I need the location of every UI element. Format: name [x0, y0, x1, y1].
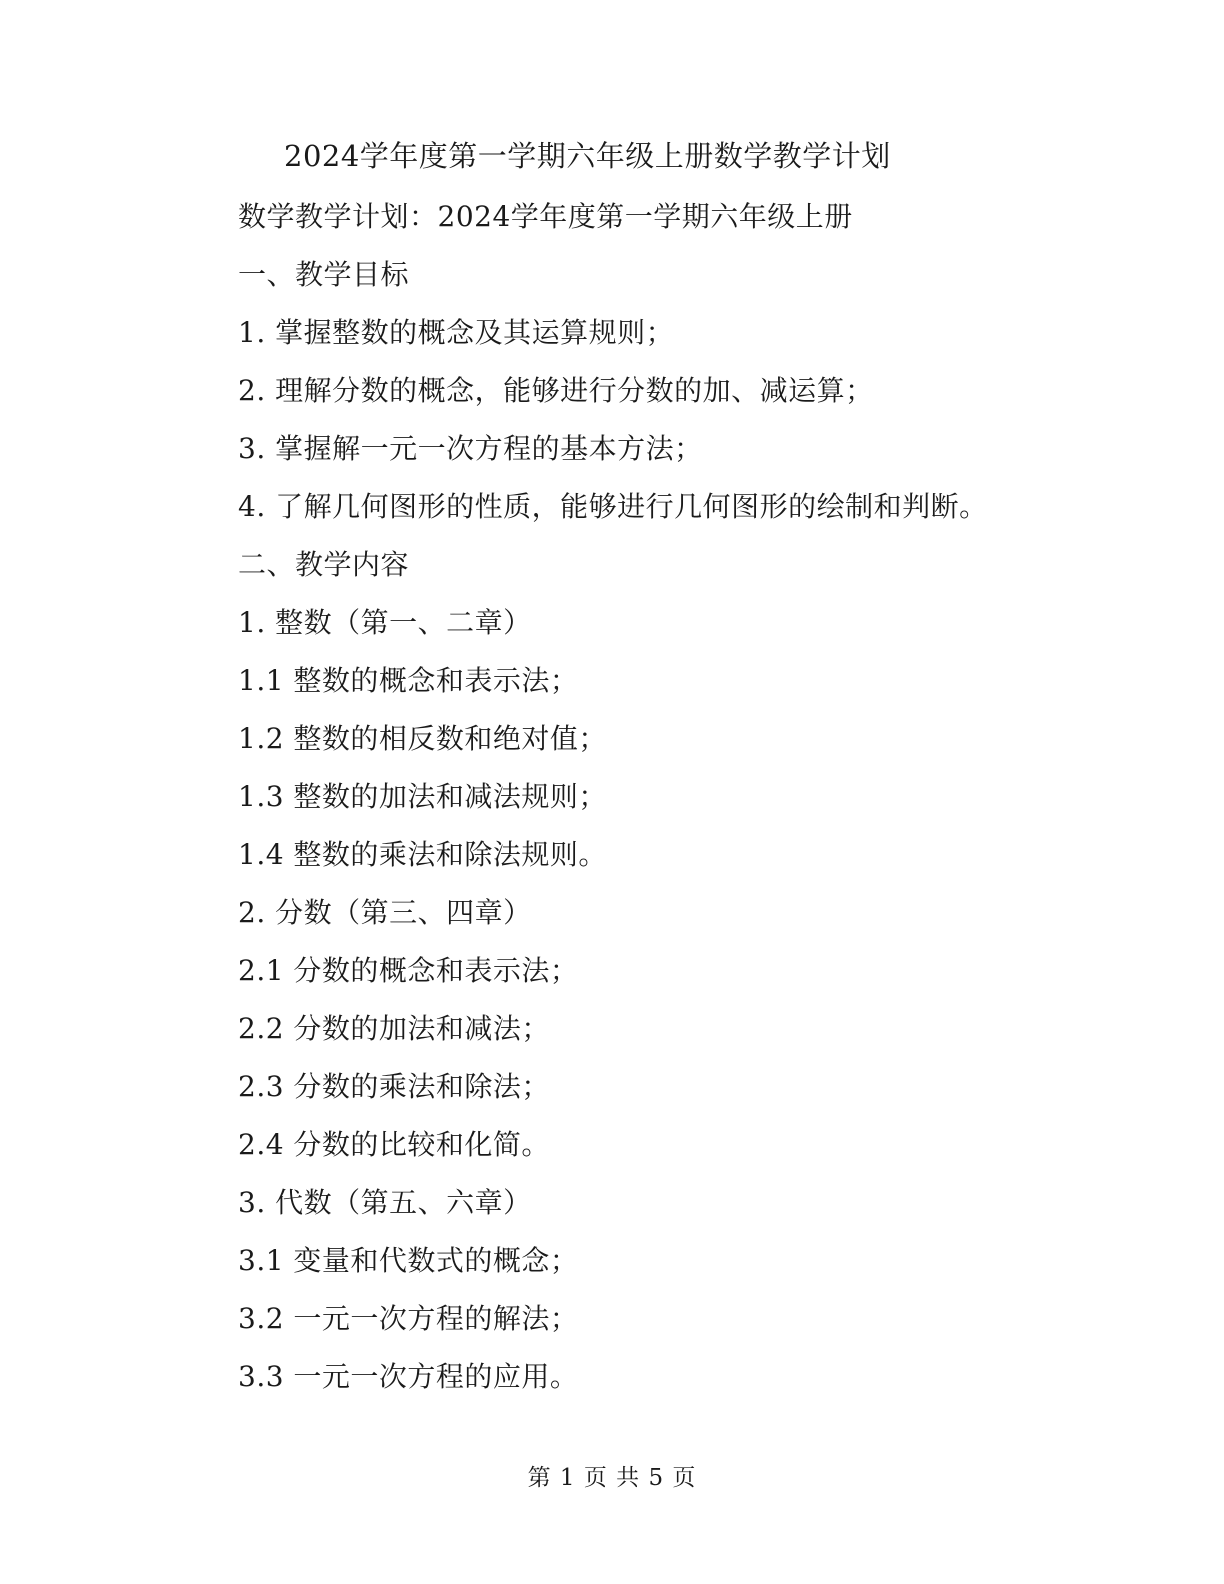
document-title: 2024学年度第一学期六年级上册数学教学计划 [284, 139, 891, 173]
section-heading-content: 二、教学内容 [238, 548, 410, 581]
content-chapter-algebra: 3. 代数（第五、六章） [238, 1186, 532, 1219]
content-item-3-1: 3.1 变量和代数式的概念； [238, 1244, 579, 1277]
content-chapter-fractions: 2. 分数（第三、四章） [238, 896, 532, 929]
content-item-2-1: 2.1 分数的概念和表示法； [238, 954, 579, 987]
content-item-2-2: 2.2 分数的加法和减法； [238, 1012, 550, 1045]
page-footer: 第 1 页 共 5 页 [527, 1465, 697, 1491]
goal-item-2: 2. 理解分数的概念，能够进行分数的加、减运算； [238, 374, 874, 407]
content-item-1-3: 1.3 整数的加法和减法规则； [238, 780, 607, 813]
goal-item-3: 3. 掌握解一元一次方程的基本方法； [238, 432, 703, 465]
content-item-2-4: 2.4 分数的比较和化简。 [238, 1128, 550, 1161]
section-heading-goals: 一、教学目标 [238, 258, 410, 291]
content-item-1-2: 1.2 整数的相反数和绝对值； [238, 722, 607, 755]
goal-item-1: 1. 掌握整数的概念及其运算规则； [238, 316, 675, 349]
content-item-1-1: 1.1 整数的概念和表示法； [238, 664, 579, 697]
content-item-3-3: 3.3 一元一次方程的应用。 [238, 1360, 579, 1393]
document-body [238, 193, 988, 1411]
subtitle-line: 数学教学计划：2024学年度第一学期六年级上册 [238, 200, 853, 233]
content-item-2-3: 2.3 分数的乘法和除法； [238, 1070, 550, 1103]
content-chapter-integers: 1. 整数（第一、二章） [238, 606, 532, 639]
content-item-1-4: 1.4 整数的乘法和除法规则。 [238, 838, 607, 871]
goal-item-4: 4. 了解几何图形的性质，能够进行几何图形的绘制和判断。 [238, 490, 988, 523]
content-item-3-2: 3.2 一元一次方程的解法； [238, 1302, 579, 1335]
